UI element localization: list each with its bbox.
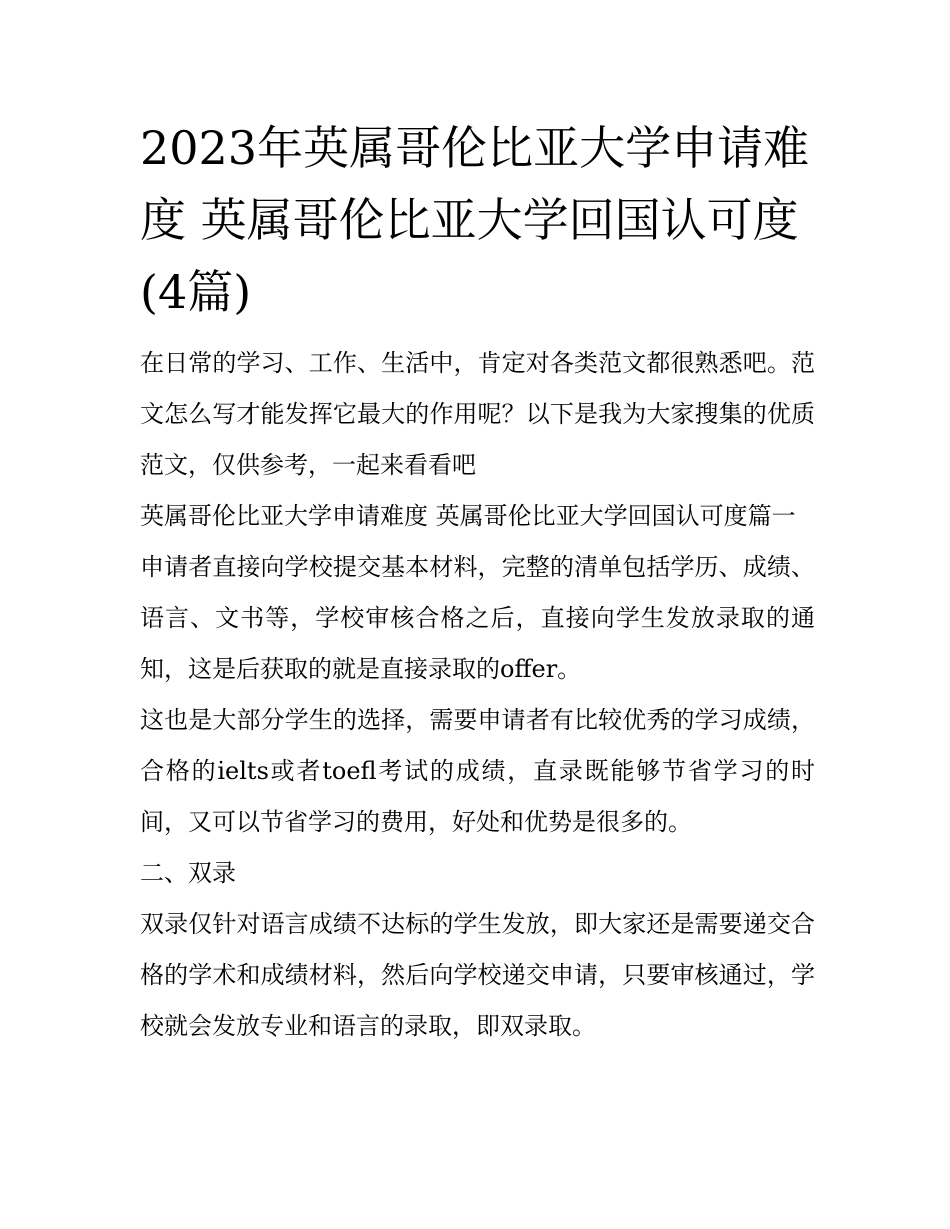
document-body — [140, 112, 815, 1052]
section-heading-double-admission: 二、双录 — [140, 859, 236, 887]
double-admission-paragraph: 双录仅针对语言成绩不达标的学生发放，即大家还是需要递交合格的学术和成绩材料，然后向学校递交申请，只要审核通过，学校就会发放专业和语言的录取，即双录取。 — [140, 910, 815, 1040]
section-heading-part-one: 英属哥伦比亚大学申请难度 英属哥伦比亚大学回国认可度篇一 — [140, 502, 796, 530]
direct-admission-paragraph: 申请者直接向学校提交基本材料，完整的清单包括学历、成绩、语言、文书等，学校审核合格之后，直接向学生发放录取的通知，这是后获取的就是直接录取的offer。 — [140, 553, 815, 683]
document-title: 2023年英属哥伦比亚大学申请难度 英属哥伦比亚大学回国认可度(4篇) — [140, 121, 810, 319]
direct-admission-benefits-paragraph: 这也是大部分学生的选择，需要申请者有比较优秀的学习成绩，合格的ielts或者toefl考试的成绩，直录既能够节省学习的时间，又可以节省学习的费用，好处和优势是很多的。 — [140, 706, 815, 836]
intro-paragraph: 在日常的学习、工作、生活中，肯定对各类范文都很熟悉吧。范文怎么写才能发挥它最大的作用呢？以下是我为大家搜集的优质范文，仅供参考，一起来看看吧 — [140, 349, 815, 479]
